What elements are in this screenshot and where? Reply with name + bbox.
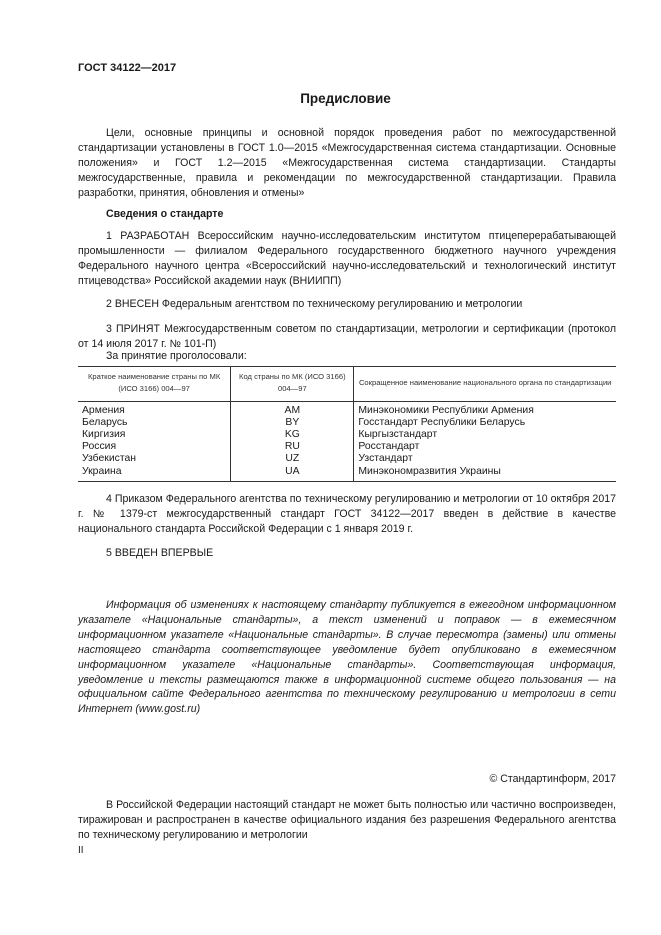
page-title: Предисловие	[300, 91, 391, 106]
document-id: ГОСТ 34122—2017	[78, 62, 177, 74]
country-code: BY	[231, 417, 354, 429]
item-submitted: 2 ВНЕСЕН Федеральным агентством по техническому регулированию и метрологии	[106, 298, 523, 310]
standards-body: Узстандарт	[354, 453, 616, 465]
copyright: © Стандартинформ, 2017	[489, 773, 616, 785]
standards-body: Минэкономики Республики Армения	[354, 401, 616, 417]
standards-body: Кыргызстандарт	[354, 429, 616, 441]
page-number: II	[78, 845, 84, 856]
table-row	[78, 429, 616, 441]
table-row	[78, 401, 616, 417]
country-name: Украина	[82, 465, 122, 477]
country-name: Узбекистан	[82, 453, 136, 465]
table-row	[78, 417, 616, 429]
header-country-name: Краткое наименование страны по МК (ИСО 3166) 004—97	[78, 367, 231, 402]
country-name: Киргизия	[82, 429, 126, 440]
item-developed: 1 РАЗРАБОТАН Всероссийским научно-исследовательским институтом птицеперерабатывающей промышленности — филиалом Федерального государственного бюджетного научного учреждения Федерального научного центра «Всероссийский научно-исследовательский и технологический институт птицеводства» Российской академии наук (ВНИИПП)	[78, 230, 616, 287]
country-code: UZ	[231, 453, 354, 465]
standards-body: Росстандарт	[354, 441, 616, 453]
country-code: KG	[231, 429, 354, 441]
country-name: Армения	[82, 404, 125, 416]
item-adopted: 3 ПРИНЯТ Межгосударственным советом по стандартизации, метрологии и сертификации (протокол от 14 июля 2017 г. № 101-П)	[78, 323, 616, 350]
standards-body: Госстандарт Республики Беларусь	[354, 417, 616, 429]
changes-notice: Информация об изменениях к настоящему стандарту публикуется в ежегодном информационном указателе «Национальные стандарты», а текст изменений и поправок — в ежемесячном информационном указателе «Национальные стандарты». В случае пересмотра (замены) или отмены настоящего стандарта соответствующее уведомление будет опубликовано в ежемесячном информационном указателе «Национальные стандарты». Соответствующая информация, уведомление и тексты размещаются также в информационной системе общего пользования — на официальном сайте Федерального агентства по техническому регулированию и метрологии в сети Интернет (www.gost.ru)	[78, 599, 616, 716]
table-row	[78, 466, 616, 482]
voting-table	[78, 366, 616, 482]
country-code: RU	[231, 441, 354, 453]
table-row	[78, 453, 616, 465]
standards-body: Минэкономразвития Украины	[354, 466, 616, 482]
country-name: Россия	[82, 441, 117, 453]
item-order: 4 Приказом Федерального агентства по техническому регулированию и метрологии от 10 октября 2017 г. № 1379-ст межгосударственный стандарт ГОСТ 34122—2017 введен в действие в качестве национального стандарта Российской Федерации с 1 января 2019 г.	[78, 493, 616, 535]
table-header-row	[78, 367, 616, 402]
header-standards-body: Сокращенное наименование национального органа по стандартизации	[354, 367, 616, 402]
country-code: UA	[231, 466, 354, 482]
table-row	[78, 441, 616, 453]
intro-paragraph: Цели, основные принципы и основной порядок проведения работ по межгосударственной стандартизации установлены в ГОСТ 1.0—2015 «Межгосударственная система стандартизации. Основные положения» и ГОСТ 1.2—2015 «Межгосударственная система стандартизации. Стандарты межгосударственные, правила и рекомендации по межгосударственной стандартизации. Правила разработки, принятия, обновления и отмены»	[78, 127, 616, 199]
rights-notice: В Российской Федерации настоящий стандарт не может быть полностью или частично воспроизведен, тиражирован и распространен в качестве официального издания без разрешения Федерального агентства по техническому регулированию и метрологии	[78, 799, 616, 841]
header-country-code: Код страны по МК (ИСО 3166) 004—97	[231, 367, 354, 402]
item-first-introduced: 5 ВВЕДЕН ВПЕРВЫЕ	[106, 547, 214, 559]
country-code: AM	[231, 401, 354, 417]
about-standard-heading: Сведения о стандарте	[106, 208, 224, 220]
country-name: Беларусь	[82, 416, 128, 428]
voted-label: За принятие проголосовали:	[106, 350, 247, 362]
